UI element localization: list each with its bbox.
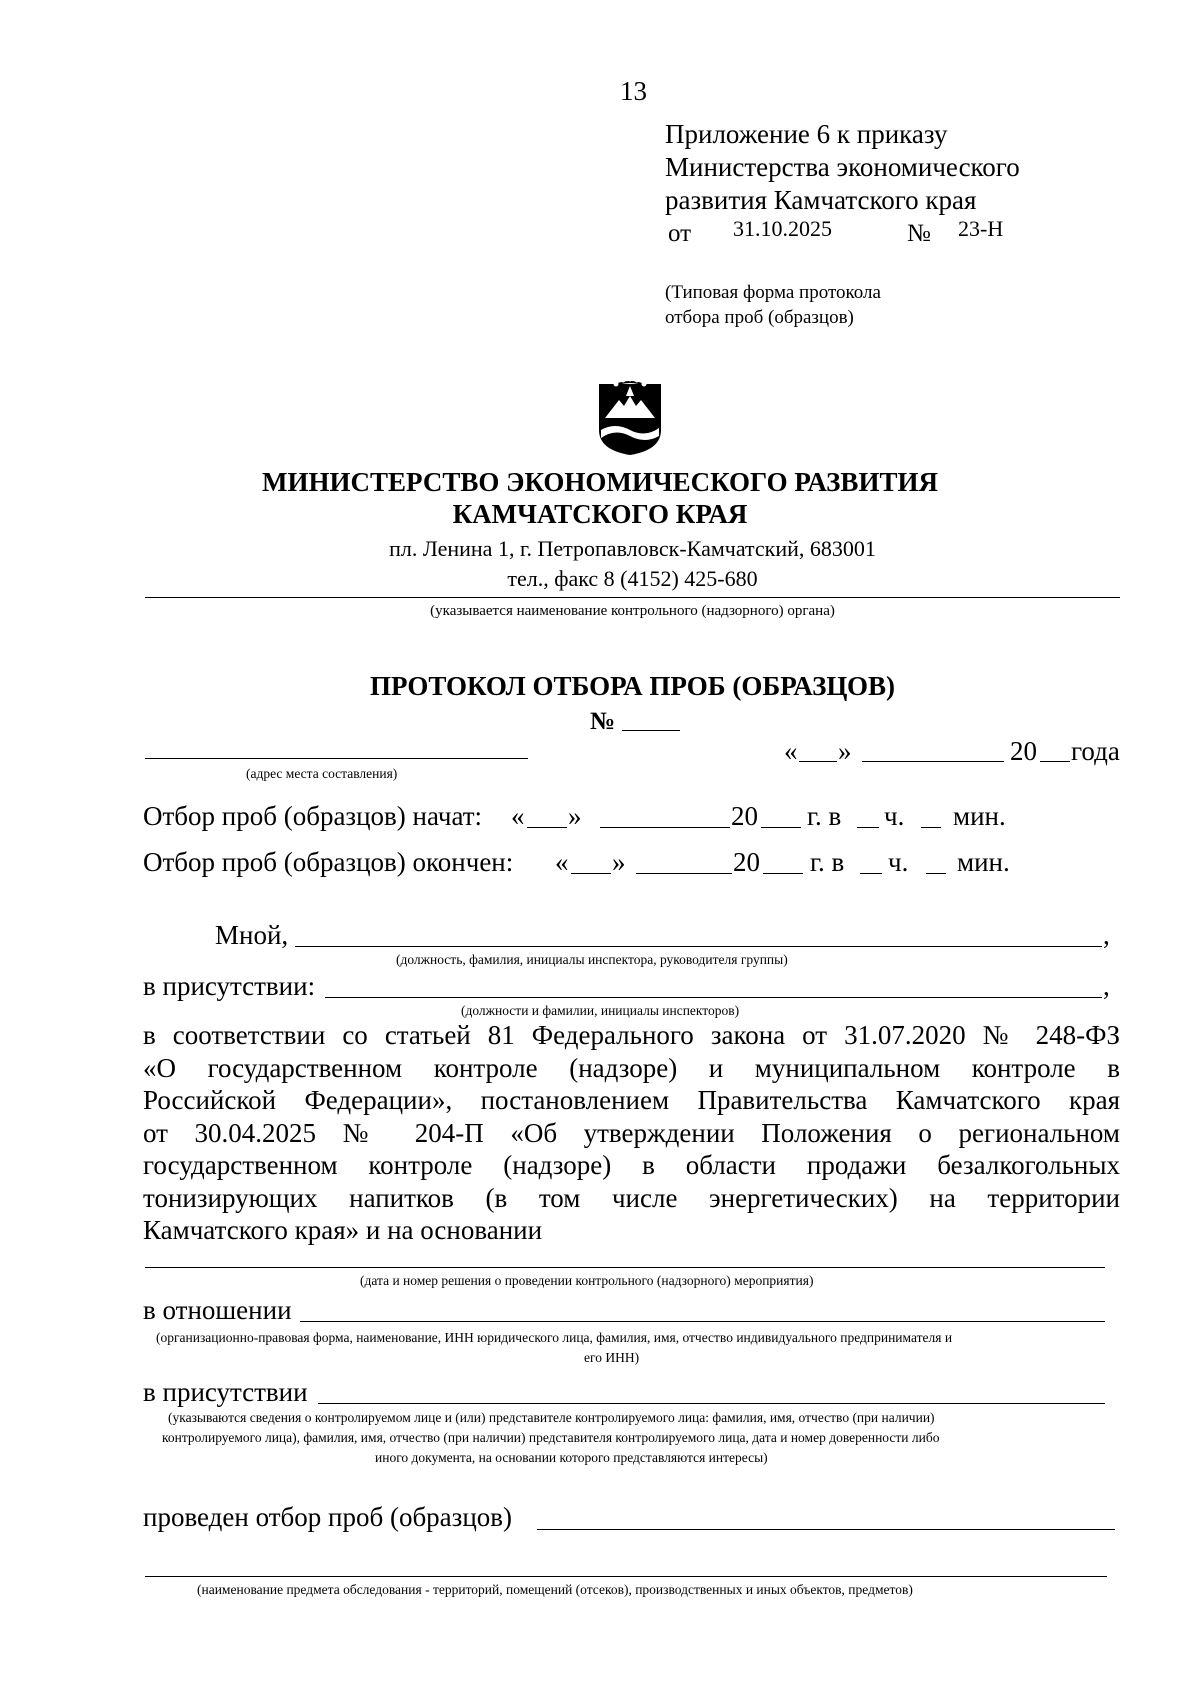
ended-month-field[interactable] [636, 873, 732, 874]
year-suffix: г. в [810, 847, 845, 877]
regarding-field[interactable] [300, 1321, 1105, 1322]
presence2-field[interactable] [318, 1403, 1105, 1404]
presence-comma: , [1103, 971, 1110, 1001]
date-year-field[interactable] [1040, 761, 1070, 762]
started-minute-field[interactable] [921, 827, 941, 828]
regarding-caption: (организационно-правовая форма, наименование, ИНН юридического лица, фамилия, имя, отчество индивидуального предпринимателя и [156, 1330, 953, 1345]
coat-of-arms-emblem [595, 370, 665, 461]
decision-caption: (дата и номер решения о проведении контрольного (надзорного) мероприятия) [360, 1273, 814, 1288]
started-hour-field[interactable] [857, 827, 879, 828]
appendix-from-label: от [668, 220, 692, 247]
legal-basis-line: «О государственном контроле (надзоре) и муниципальном контроле в [143, 1052, 1120, 1083]
legal-basis-line: от 30.04.2025 № 204-П «Об утверждении Положения о региональном [143, 1117, 1120, 1148]
appendix-line: развития Камчатского края [665, 185, 977, 215]
org-name-line: МИНИСТЕРСТВО ЭКОНОМИЧЕСКОГО РАЗВИТИЯ [262, 467, 938, 497]
legal-basis-line: Российской Федерации», постановлением Правительства Камчатского края [143, 1085, 1120, 1115]
minute-label: мин. [953, 801, 1006, 831]
close-quote: » [568, 801, 582, 831]
close-quote: » [612, 847, 626, 877]
date-close-quote: » [838, 736, 852, 766]
legal-basis-paragraph [143, 1019, 1120, 1247]
protocol-title: ПРОТОКОЛ ОТБОРА ПРОБ (ОБРАЗЦОВ) [370, 671, 895, 701]
presence-label: в присутствии: [143, 971, 316, 1001]
legal-basis-line: государственном контроле (надзоре) в области продажи безалкогольных [143, 1150, 1120, 1180]
inspector-field[interactable] [295, 946, 1102, 947]
appendix-line: Приложение 6 к приказу [665, 119, 948, 149]
hour-label: ч. [888, 847, 909, 877]
open-quote: « [555, 847, 569, 877]
date-month-field[interactable] [862, 761, 1004, 762]
presence2-label: в присутствии [143, 1377, 308, 1407]
year-prefix: 20 [733, 847, 760, 877]
inspection-subject-field[interactable] [145, 1576, 1107, 1577]
sampling-ended-label: Отбор проб (образцов) окончен: [143, 847, 514, 877]
minute-label: мин. [957, 847, 1010, 877]
by-me-label: Мной, [215, 920, 289, 950]
ended-hour-field[interactable] [860, 873, 882, 874]
presence2-caption: контролируемого лица), фамилия, имя, отчество (при наличии) представителя контролируемого лица, дата и номер доверенности либо [162, 1430, 940, 1445]
date-year-suffix: года [1071, 736, 1120, 766]
org-address: пл. Ленина 1, г. Петропавловск-Камчатский, 683001 [389, 536, 876, 561]
org-caption: (указывается наименование контрольного (надзорного) органа) [430, 603, 835, 619]
regarding-caption: его ИНН) [584, 1350, 640, 1365]
open-quote: « [511, 801, 525, 831]
hour-label: ч. [884, 801, 905, 831]
inspectors-caption: (должности и фамилии, инициалы инспекторов) [461, 1003, 740, 1018]
appendix-date: 31.10.2025 [733, 216, 832, 241]
legal-basis-line: Камчатского края» и на основании [143, 1215, 543, 1245]
divider-line [145, 597, 1120, 598]
date-year-prefix: 20 [1010, 736, 1037, 766]
started-year-field[interactable] [761, 827, 801, 828]
ended-year-field[interactable] [763, 873, 803, 874]
decision-field[interactable] [145, 1267, 1105, 1268]
conducted-label: проведен отбор проб (образцов) [143, 1502, 513, 1532]
org-phone: тел., факс 8 (4152) 425-680 [507, 566, 758, 591]
presence2-caption: (указываются сведения о контролируемом лице и (или) представителе контролируемого лица: фамилия, имя, отчество (при наличии) [168, 1410, 935, 1425]
protocol-number-label: № [590, 708, 616, 735]
ended-day-field[interactable] [571, 873, 611, 874]
regarding-label: в отношении [143, 1295, 292, 1325]
form-type-note: (Типовая форма протокола [665, 282, 881, 303]
started-day-field[interactable] [527, 827, 567, 828]
place-address-field[interactable] [145, 758, 528, 759]
inspector-caption: (должность, фамилия, инициалы инспектора, руководителя группы) [396, 952, 788, 967]
page-number: 13 [620, 76, 647, 106]
protocol-number-field[interactable] [622, 730, 680, 731]
date-day-field[interactable] [799, 761, 837, 762]
appendix-line: Министерства экономического [665, 152, 1020, 182]
year-prefix: 20 [731, 801, 758, 831]
legal-basis-line: в соответствии со статьей 81 Федерального закона от 31.07.2020 № 248-ФЗ [143, 1020, 1120, 1050]
form-type-note: отбора проб (образцов) [665, 307, 854, 328]
ended-minute-field[interactable] [926, 873, 946, 874]
date-open-quote: « [784, 736, 798, 766]
inspection-subject-caption: (наименование предмета обследования - территорий, помещений (отсеков), производственных и иных объектов, предметов) [197, 1582, 913, 1597]
legal-basis-line: тонизирующих напитков (в том числе энергетических) на территории [143, 1182, 1120, 1213]
place-address-caption: (адрес места составления) [246, 766, 398, 781]
appendix-number-label: № [907, 220, 931, 247]
inspectors-field[interactable] [325, 997, 1102, 998]
appendix-number: 23-Н [958, 216, 1004, 241]
org-name-line: КАМЧАТСКОГО КРАЯ [452, 499, 748, 529]
by-me-comma: , [1103, 920, 1110, 950]
conducted-field[interactable] [537, 1529, 1115, 1530]
presence2-caption: иного документа, на основании которого представляются интересы) [375, 1450, 768, 1465]
sampling-started-label: Отбор проб (образцов) начат: [143, 801, 483, 831]
started-month-field[interactable] [600, 827, 730, 828]
year-suffix: г. в [807, 801, 842, 831]
